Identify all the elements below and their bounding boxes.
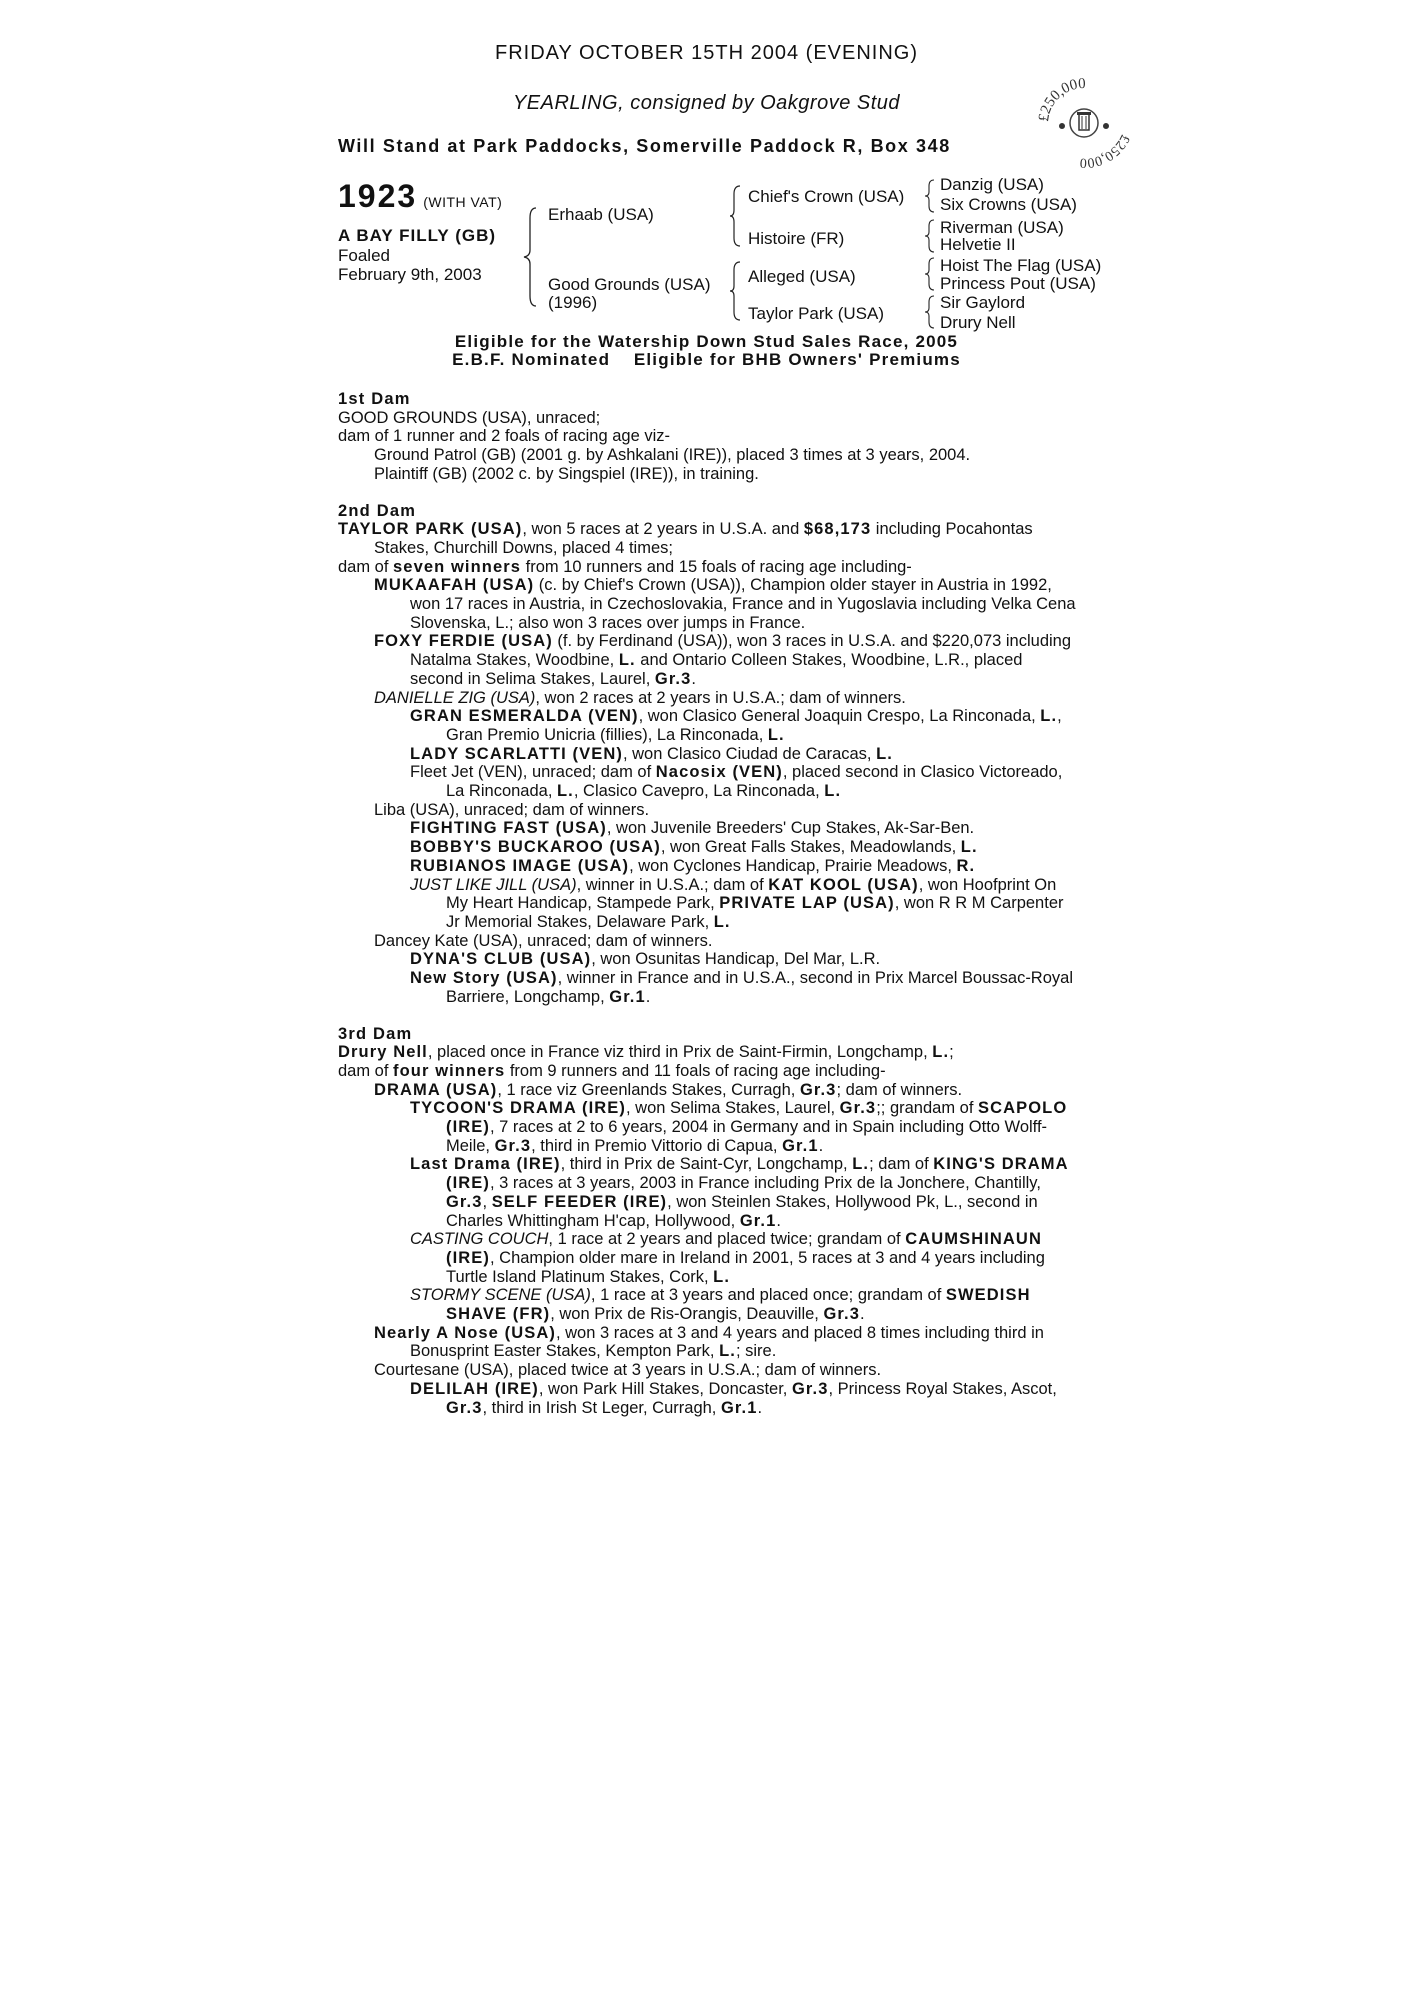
vat-note: (WITH VAT): [423, 194, 503, 210]
pedigree-sire-sire: Chief's Crown (USA): [748, 187, 905, 206]
pedigree-brace-dam: [728, 258, 742, 324]
produce-entry: New Story (USA), winner in France and in U.S.A., second in Prix Marcel Boussac-Royal Barriere, Longchamp, Gr.1.: [410, 969, 1073, 1006]
section-heading-3rd-dam: 3rd Dam: [338, 1024, 413, 1043]
produce-entry: STORMY SCENE (USA), 1 race at 3 years and placed once; grandam of SWEDISH SHAVE (FR), won Prix de Ris-Orangis, Deauville, Gr.3.: [410, 1286, 1031, 1324]
section-heading-1st-dam: 1st Dam: [338, 390, 411, 408]
pedigree-brace-g1: [924, 178, 936, 214]
produce-entry: FOXY FERDIE (USA) (f. by Ferdinand (USA)), won 3 races in U.S.A. and $220,073 including Natalma Stakes, Woodbine, L. and Ontario Colleen Stakes, Woodbine, L.R., placed second in Selima Stakes, Laurel, Gr.3.: [374, 632, 1072, 688]
consignor-line: YEARLING, consigned by Oakgrove Stud: [512, 92, 901, 114]
produce-entry: JUST LIKE JILL (USA), winner in U.S.A.; dam of KAT KOOL (USA), won Hoofprint On My Heart Handicap, Stampede Park, PRIVATE LAP (USA), won R R M Carpenter Jr Memorial Stakes, Delaware Park, L.: [410, 875, 1064, 931]
eligibility-line-1: Eligible for the Watership Down Stud Sales Race, 2005: [454, 332, 959, 351]
pedigree-gen3-2: Six Crowns (USA): [940, 195, 1077, 214]
dam1-line: GOOD GROUNDS (USA), unraced;: [338, 408, 601, 427]
produce-entry: Courtesane (USA), placed twice at 3 years in U.S.A.; dam of winners.: [374, 1361, 882, 1380]
seal-text-bottom: £250,000: [1079, 131, 1133, 168]
dam1-produce-summary: dam of 1 runner and 2 foals of racing age viz-: [338, 427, 671, 446]
pedigree-gen3-8: Drury Nell: [940, 313, 1016, 332]
produce-entry: GRAN ESMERALDA (VEN), won Clasico General Joaquin Crespo, La Rinconada, L., Gran Premio Unicria (fillies), La Rinconada, L.: [410, 707, 1062, 744]
produce-entry: DANIELLE ZIG (USA), won 2 races at 2 years in U.S.A.; dam of winners.: [374, 688, 906, 707]
dam1-foal: Ground Patrol (GB) (2001 g. by Ashkalani (IRE)), placed 3 times at 3 years, 2004.: [374, 446, 971, 465]
pedigree-brace-g2: [924, 218, 936, 254]
dam3-produce-summary: dam of four winners from 9 runners and 11 foals of racing age including-: [338, 1061, 886, 1080]
produce-entry: MUKAAFAH (USA) (c. by Chief's Crown (USA)), Champion older stayer in Austria in 1992, won 17 races in Austria, in Czechoslovakia, France and in Yugoslavia including Velka Cena Slovenska, L.; also won 3 races over jumps in France.: [374, 576, 1076, 632]
dam1-foal: Plaintiff (GB) (2002 c. by Singspiel (IRE)), in training.: [374, 464, 759, 483]
pedigree-gen3-3: Riverman (USA): [940, 218, 1064, 237]
stand-location: Will Stand at Park Paddocks, Somerville Paddock R, Box 348: [338, 136, 951, 156]
lot-number: [338, 178, 502, 215]
pedigree-sire-dam: Histoire (FR): [748, 229, 845, 248]
produce-entry: Liba (USA), unraced; dam of winners.: [374, 800, 650, 819]
dam2-produce-summary: dam of seven winners from 10 runners and 15 foals of racing age including-: [338, 557, 912, 576]
produce-entry: CASTING COUCH, 1 race at 2 years and placed twice; grandam of CAUMSHINAUN (IRE), Champion older mare in Ireland in 2001, 5 races at 3 and 4 years including Turtle Island Platinum Stakes, Cork, L.: [410, 1230, 1045, 1286]
pedigree-gen3-5: Hoist The Flag (USA): [940, 256, 1102, 275]
catalogue-body: [338, 390, 1078, 1417]
produce-entry: Last Drama (IRE), third in Prix de Saint-Cyr, Longchamp, L.; dam of KING'S DRAMA (IRE), 3 races at 3 years, 2003 in France including Prix de la Jonchere, Chantilly, Gr.3, SELF FEEDER (IRE), won Steinlen Stakes, Hollywood Pk, L., second in Charles Whittingham H'cap, Hollywood, Gr.1.: [410, 1155, 1069, 1230]
pedigree-gen3-6: Princess Pout (USA): [940, 274, 1096, 293]
pedigree-sire: Erhaab (USA): [548, 205, 654, 224]
sale-date-heading: FRIDAY OCTOBER 15TH 2004 (EVENING): [495, 42, 918, 64]
produce-entry: TYCOON'S DRAMA (IRE), won Selima Stakes, Laurel, Gr.3;; grandam of SCAPOLO (IRE), 7 races at 2 to 6 years, 2004 in Germany and in Spain including Otto Wolff-Meile, Gr.3, third in Premio Vittorio di Capua, Gr.1.: [410, 1099, 1068, 1155]
dam3-line: Drury Nell, placed once in France viz third in Prix de Saint-Firmin, Longchamp, L.;: [338, 1043, 954, 1062]
pedigree-gen3-4: Helvetie II: [940, 235, 1016, 254]
pedigree-brace-sire: [728, 182, 742, 250]
seal-text-top: £250,000: [1036, 75, 1087, 123]
price-seal-icon: [1034, 68, 1134, 168]
pedigree-brace-g4: [924, 294, 936, 330]
pedigree-brace-g3: [924, 256, 936, 292]
produce-entry: Nearly A Nose (USA), won 3 races at 3 and 4 years and placed 8 times including third in Bonusprint Easter Stakes, Kempton Park, L.; sire.: [374, 1323, 1044, 1361]
produce-entry: Dancey Kate (USA), unraced; dam of winners.: [374, 931, 713, 950]
foaling-date: Foaled February 9th, 2003: [338, 246, 482, 284]
pedigree-dam: Good Grounds (USA) (1996): [548, 275, 711, 312]
pedigree-brace-main: [520, 198, 540, 316]
lot-description: A BAY FILLY (GB): [338, 226, 497, 245]
pedigree-gen3-1: Danzig (USA): [940, 175, 1044, 194]
produce-entry: Fleet Jet (VEN), unraced; dam of Nacosix (VEN), placed second in Clasico Victoreado, La Rinconada, L., Clasico Cavepro, La Rinconada, L.: [410, 763, 1063, 801]
pedigree-gen3-7: Sir Gaylord: [940, 293, 1026, 312]
produce-entry: FIGHTING FAST (USA), won Juvenile Breeders' Cup Stakes, Ak-Sar-Ben.: [410, 819, 975, 838]
produce-entry: RUBIANOS IMAGE (USA), won Cyclones Handicap, Prairie Meadows, R.: [410, 856, 976, 875]
produce-entry: DYNA'S CLUB (USA), won Osunitas Handicap, Del Mar, L.R.: [410, 950, 881, 969]
pedigree-dam-dam: Taylor Park (USA): [748, 304, 885, 323]
svg-text:£250,000: [1080, 132, 1133, 168]
pedigree-dam-sire: Alleged (USA): [748, 267, 856, 286]
section-heading-2nd-dam: 2nd Dam: [338, 501, 417, 520]
produce-entry: DRAMA (USA), 1 race viz Greenlands Stakes, Curragh, Gr.3; dam of winners.: [374, 1080, 963, 1099]
produce-entry: DELILAH (IRE), won Park Hill Stakes, Doncaster, Gr.3, Princess Royal Stakes, Ascot, Gr.3, third in Irish St Leger, Curragh, Gr.1.: [410, 1379, 1057, 1417]
produce-entry: LADY SCARLATTI (VEN), won Clasico Ciudad de Caracas, L.: [410, 744, 893, 763]
lot-number-value: 1923: [338, 178, 418, 214]
dam2-line: TAYLOR PARK (USA), won 5 races at 2 years in U.S.A. and $68,173 including Pocahontas Stakes, Churchill Downs, placed 4 times;: [338, 520, 1033, 557]
eligibility-line-2: E.B.F. Nominated Eligible for BHB Owners' Premiums: [452, 350, 961, 369]
produce-entry: BOBBY'S BUCKAROO (USA), won Great Falls Stakes, Meadowlands, L.: [410, 838, 978, 857]
